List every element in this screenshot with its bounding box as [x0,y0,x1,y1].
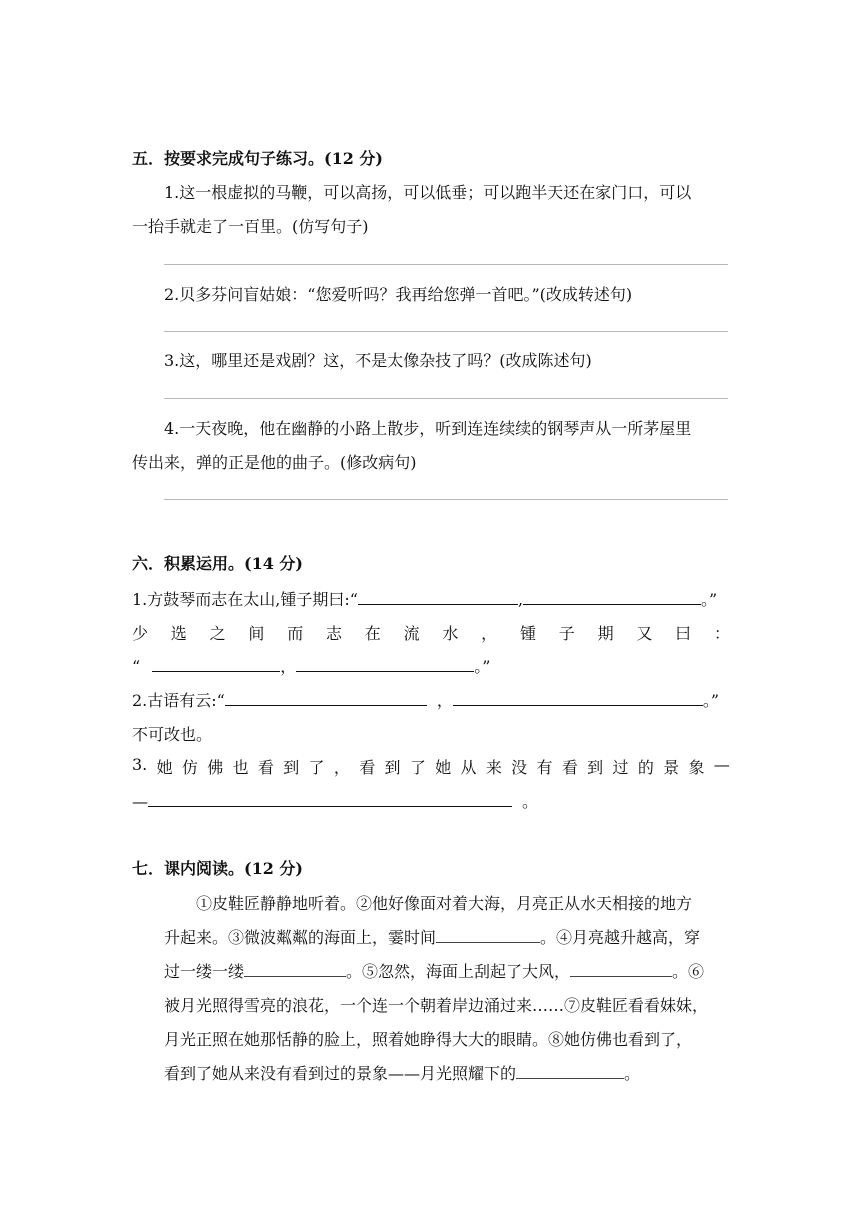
char: 期 [597,624,614,643]
s6-q1-end: 。” [701,590,718,609]
char: 之 [209,624,226,643]
s7-passage-line3 [164,959,704,982]
char: 志 [325,624,342,643]
s5-q4-line2: 传出来，弹的正是他的曲子。(修改病句) [132,453,417,472]
s7-line3-mid: 。⑤忽然，海面上刮起了大风， [346,962,571,981]
char: 少 [132,624,149,643]
s6-q1-mid-comma: ， [280,657,297,676]
s7-line2-text: 升起来。③微波粼粼的海面上，霎时间 [164,928,437,947]
s6-q1-blank-3[interactable] [152,654,280,672]
char: 又 [636,624,653,643]
char: 看 [359,758,376,777]
s6-q2-blank-1[interactable] [225,688,427,706]
char: 她 [156,758,173,777]
s6-q1-line3 [132,654,490,677]
char: 子 [558,624,575,643]
char: 到 [384,758,401,777]
char: ， [481,624,498,643]
s7-passage-line5: 月光正照在她那恬静的脸上，照着她睁得大大的眼睛。⑧她仿佛也看到了， [164,1030,693,1049]
s7-blank-4[interactable] [516,1061,624,1079]
char: — [713,755,730,774]
s7-blank-3[interactable] [570,959,672,977]
char: 她 [435,758,452,777]
s6-q1-blank-4[interactable] [296,654,474,672]
s7-line6-end: 。 [624,1064,641,1083]
s6-q3-line1 [132,755,730,778]
char: 选 [170,624,187,643]
s7-passage-line2 [164,925,700,948]
s6-q1-comma: , [517,590,524,609]
s6-q3-end: 。 [522,792,539,811]
char: ， [333,758,350,777]
s6-q2-prefix: 2.古语有云:“ [132,691,225,710]
s6-q1-open-quote: “ [132,657,141,676]
s5-q3-answer-line[interactable] [164,398,728,399]
s5-q3: 3.这，哪里还是戏剧？这，不是太像杂技了吗？(改成陈述句) [164,351,592,370]
s6-q3-blank[interactable] [148,789,512,807]
char: 了 [409,758,426,777]
char: 在 [364,624,381,643]
char: 过 [612,758,629,777]
section-7-title: 七．课内阅读。(12 分) [132,859,303,878]
s6-q2-end: 。” [702,691,720,710]
char: 象 [688,758,705,777]
char: 的 [637,758,654,777]
char: 景 [663,758,680,777]
s7-line3-text: 过一缕一缕 [164,962,245,981]
char: 仿 [181,758,198,777]
char: 到 [587,758,604,777]
char: 有 [536,758,553,777]
char: 水 [442,624,459,643]
s6-q1-blank-2[interactable] [523,587,701,605]
char: 看 [561,758,578,777]
char: ： [713,624,730,643]
char: 也 [232,758,249,777]
s7-line3-end: 。⑥ [672,962,705,981]
s7-line6-text: 看到了她从来没有看到过的景象——月光照耀下的 [164,1064,517,1083]
char: 佛 [207,758,224,777]
char: 了 [308,758,325,777]
section-6-title: 六．积累运用。(14 分) [132,554,303,573]
s5-q2: 2.贝多芬问盲姑娘：“您爱听吗？我再给您弹一首吧。”(改成转述句) [164,285,633,304]
s6-q2-blank-2[interactable] [453,688,703,706]
char: 没 [511,758,528,777]
s7-blank-1[interactable] [436,925,540,943]
char: 3. [132,755,148,774]
section-5-title: 五．按要求完成句子练习。(12 分) [132,149,383,168]
char: 看 [257,758,274,777]
s6-q2-line1 [132,688,719,711]
s5-q1-line1: 1.这一根虚拟的马鞭，可以高扬，可以低垂；可以跑半天还在家门口，可以 [164,183,692,202]
s7-passage-line1: ①皮鞋匠静静地听着。②他好像面对着大海，月亮正从水天相接的地方 [196,894,693,913]
s6-q3-dash: — [132,792,148,811]
char: 曰 [675,624,692,643]
s6-q3-line2 [132,789,538,812]
s6-q1-prefix: 1.方鼓琴而志在太山,锺子期曰:“ [132,590,358,609]
s6-q1-close: 。” [474,657,491,676]
s7-passage-line4: 被月光照得雪亮的浪花，一个连一个朝着岸边涌过来……⑦皮鞋匠看看妹妹， [164,996,709,1015]
s7-passage-line6 [164,1061,640,1084]
char: 来 [485,758,502,777]
s7-line2-end: 。④月亮越升越高，穿 [540,928,701,947]
s7-blank-2[interactable] [244,959,346,977]
s5-q4-line1: 4.一天夜晚，他在幽静的小路上散步，听到连连续续的钢琴声从一所茅屋里 [164,419,692,438]
s6-q2-line2: 不可改也。 [132,725,213,744]
s6-q2-comma: ， [436,691,453,710]
s5-q4-answer-line[interactable] [164,499,728,500]
char: 间 [248,624,265,643]
s6-q1-line2 [132,621,730,644]
s6-q1-line1 [132,587,717,610]
s5-q1-line2: 一抬手就走了一百里。(仿写句子) [132,217,369,236]
char: 锺 [519,624,536,643]
s6-q1-blank-1[interactable] [358,587,518,605]
char: 从 [460,758,477,777]
s5-q2-answer-line[interactable] [164,331,728,332]
s5-q1-answer-line[interactable] [164,264,728,265]
char: 而 [287,624,304,643]
char: 到 [283,758,300,777]
char: 流 [403,624,420,643]
